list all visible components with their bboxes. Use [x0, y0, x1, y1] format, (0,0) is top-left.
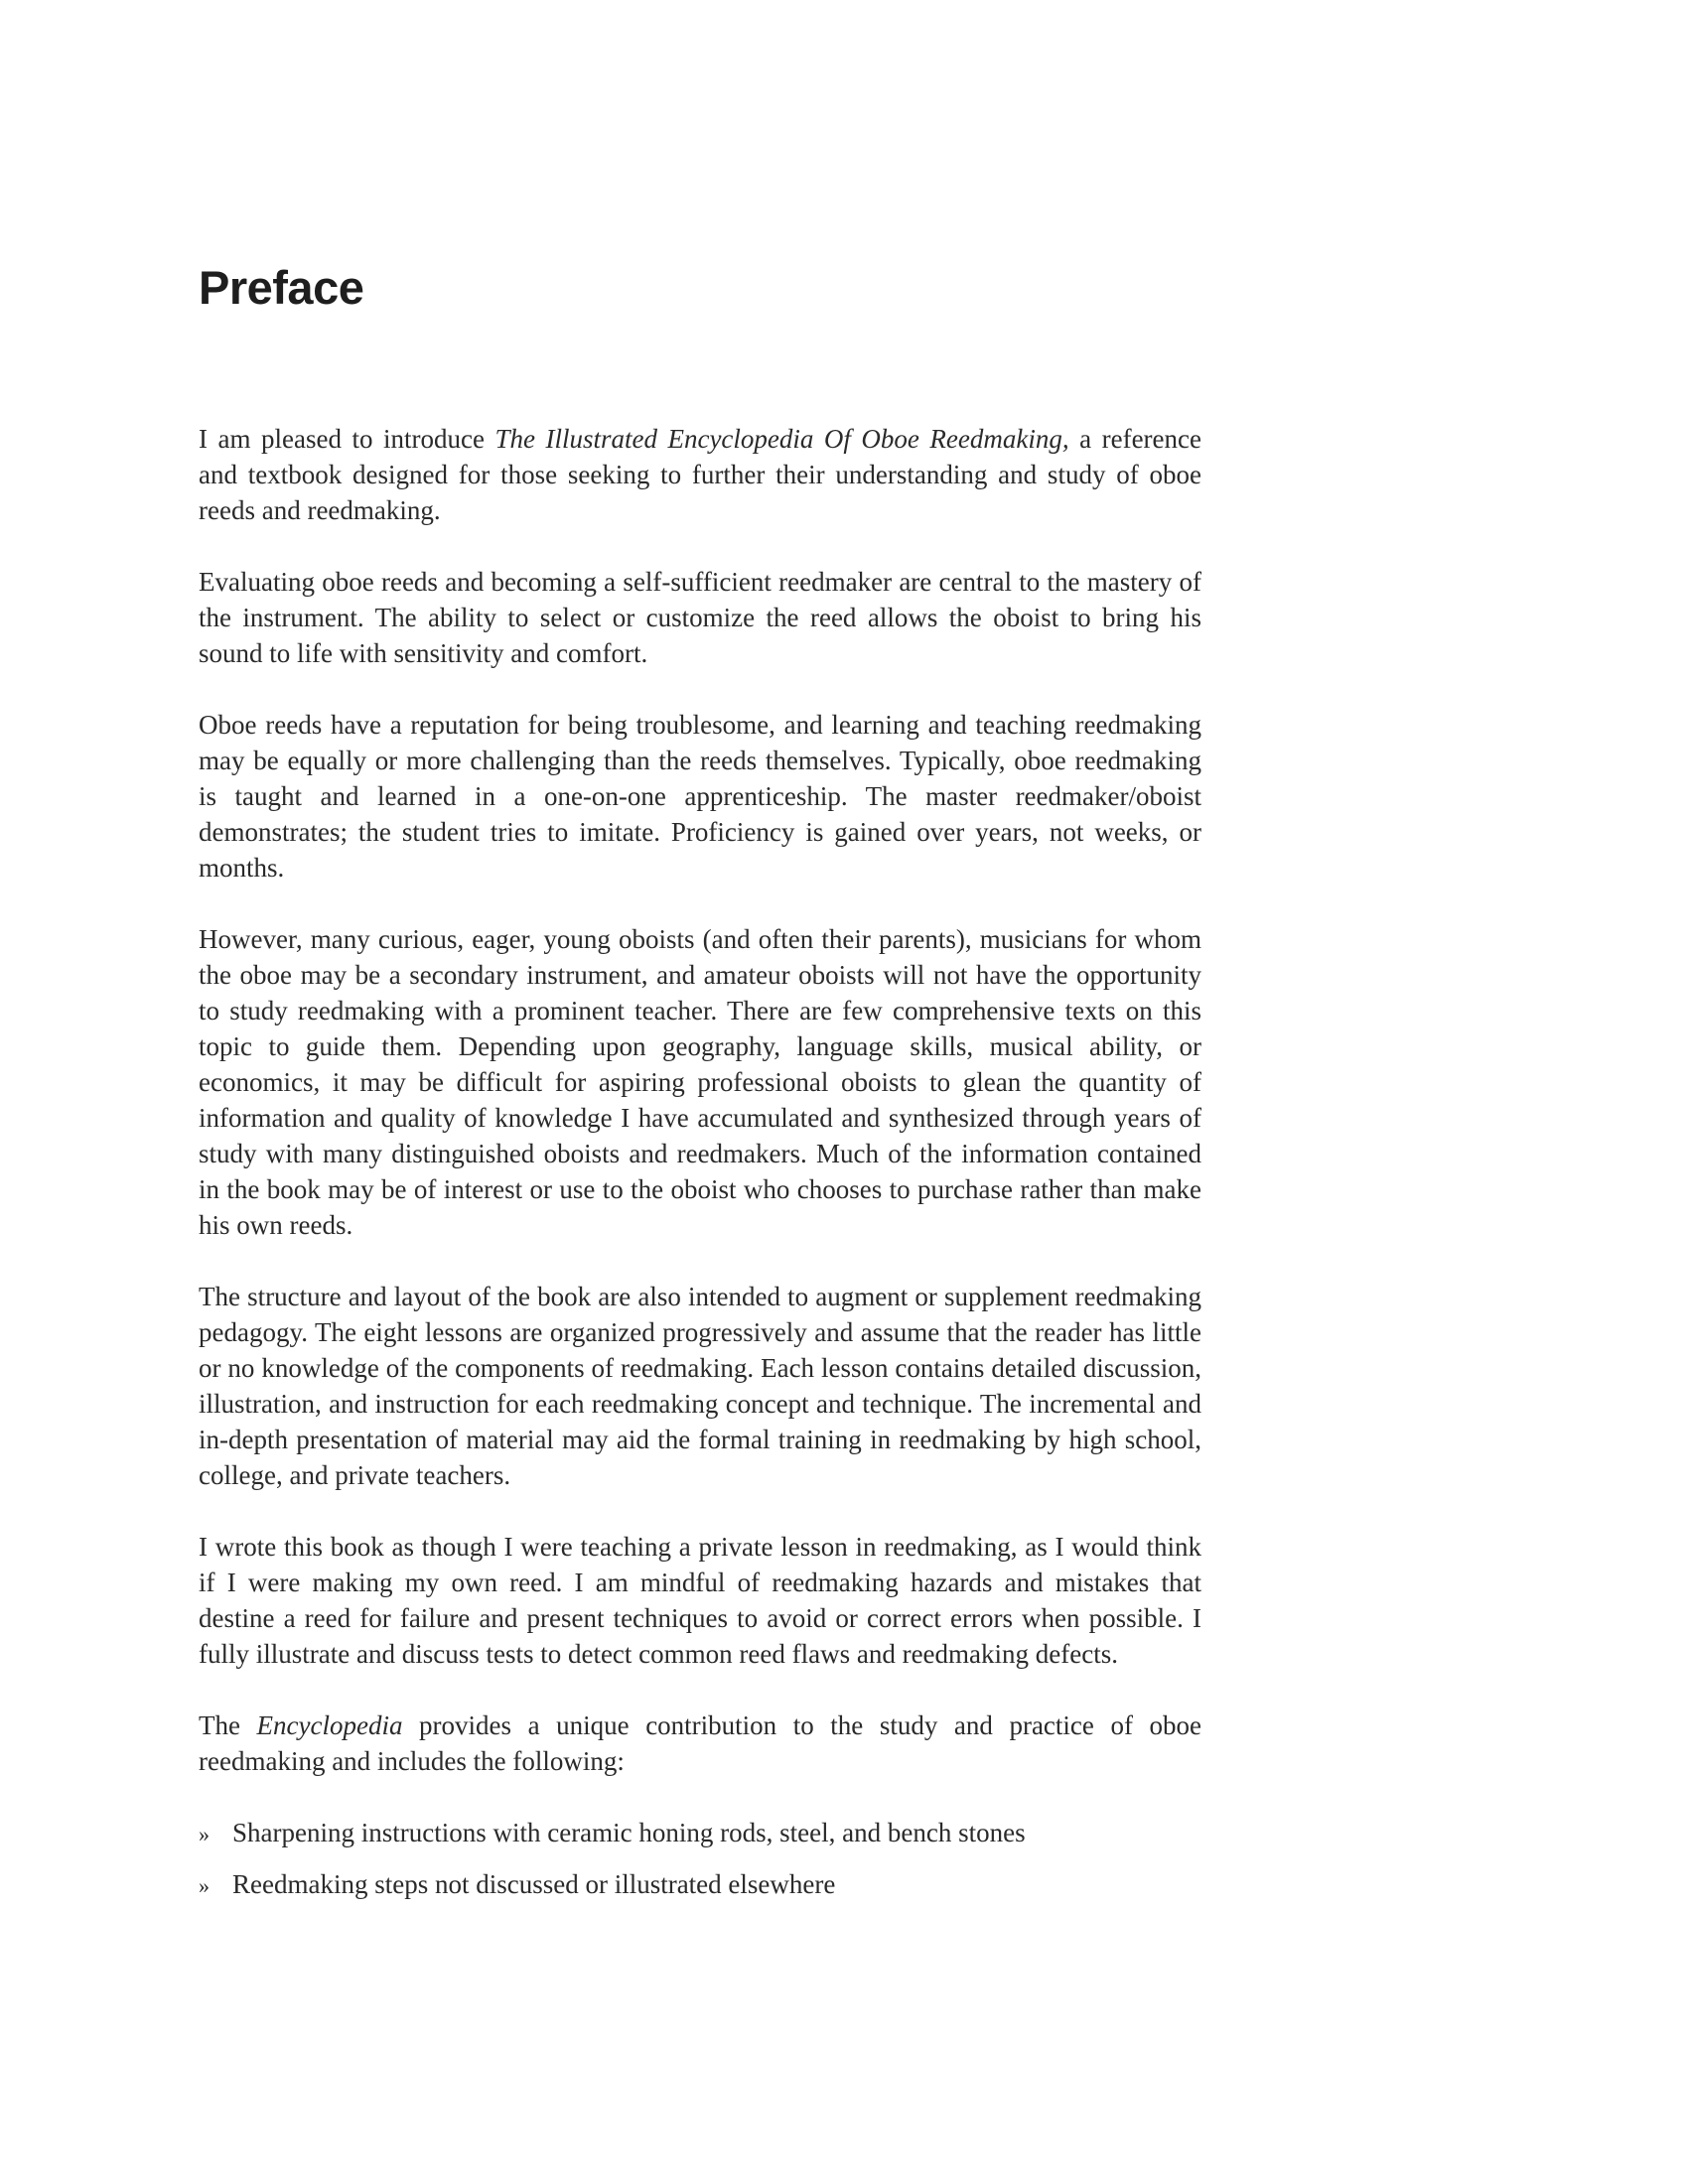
book-title-italic: The Illustrated Encyclopedia Of Oboe Reedmaking,	[494, 424, 1069, 454]
paragraph-encyclopedia	[199, 1707, 1201, 1779]
paragraph-evaluating: Evaluating oboe reeds and becoming a self-sufficient reedmaker are central to the mastery of the instrument. The ability to select or customize the reed allows the oboist to bring his sound to life with sensitivity and comfort.	[199, 567, 1201, 668]
paragraph-intro	[199, 421, 1201, 528]
bullet-list	[199, 1815, 1201, 1904]
bullet-marker: »	[199, 1822, 210, 1846]
document-page	[199, 0, 1201, 2184]
paragraph-structure: The structure and layout of the book are also intended to augment or supplement reedmaking pedagogy. The eight lessons are organized progressively and assume that the reader has little or no knowledge of the components of reedmaking. Each lesson contains detailed discussion, illustration, and instruction for each reedmaking concept and technique. The incremental and in-depth presentation of material may aid the formal training in reedmaking by high school, college, and private teachers.	[199, 1282, 1201, 1490]
paragraph-text: a reference and textbook designed for those seeking to further their understanding and study of oboe reeds and reedmaking.	[199, 424, 1202, 525]
bullet-marker: »	[199, 1873, 210, 1898]
page-title: Preface	[199, 261, 364, 314]
paragraph-wrote: I wrote this book as though I were teaching a private lesson in reedmaking, as I would think if I were making my own reed. I am mindful of reedmaking hazards and mistakes that destine a reed for failure and present techniques to avoid or correct errors when possible. I fully illustrate and discuss tests to detect common reed flaws and reedmaking defects.	[199, 1532, 1201, 1669]
paragraph-reputation: Oboe reeds have a reputation for being troublesome, and learning and teaching reedmaking may be equally or more challenging than the reeds themselves. Typically, oboe reedmaking is taught and learned in a one-on-one apprenticeship. The master reedmaker/oboist demonstrates; the student tries to imitate. Proficiency is gained over years, not weeks, or months.	[199, 710, 1201, 883]
encyclopedia-italic: Encyclopedia	[256, 1710, 403, 1740]
paragraph-however: However, many curious, eager, young oboists (and often their parents), musicians for whom the oboe may be a secondary instrument, and amateur oboists will not have the opportunity to study reedmaking with a prominent teacher. There are few comprehensive texts on this topic to guide them. Depending upon geography, language skills, musical ability, or economics, it may be difficult for aspiring professional oboists to glean the quantity of information and quality of knowledge I have accumulated and synthesized through years of study with many distinguished oboists and reedmakers. Much of the information contained in the book may be of interest or use to the oboist who chooses to purchase rather than make his own reeds.	[199, 924, 1201, 1240]
list-item	[199, 1815, 1201, 1852]
list-item-text: Reedmaking steps not discussed or illustrated elsewhere	[232, 1869, 836, 1899]
list-item-text: Sharpening instructions with ceramic honing rods, steel, and bench stones	[232, 1818, 1026, 1847]
paragraph-text: I am pleased to introduce	[199, 424, 495, 454]
list-item	[199, 1866, 1201, 1904]
paragraph-text: The	[199, 1710, 257, 1740]
preface-body	[199, 421, 1201, 1918]
paragraph-text: provides a unique contribution to the study and practice of oboe reedmaking and includes the following:	[199, 1710, 1201, 1776]
